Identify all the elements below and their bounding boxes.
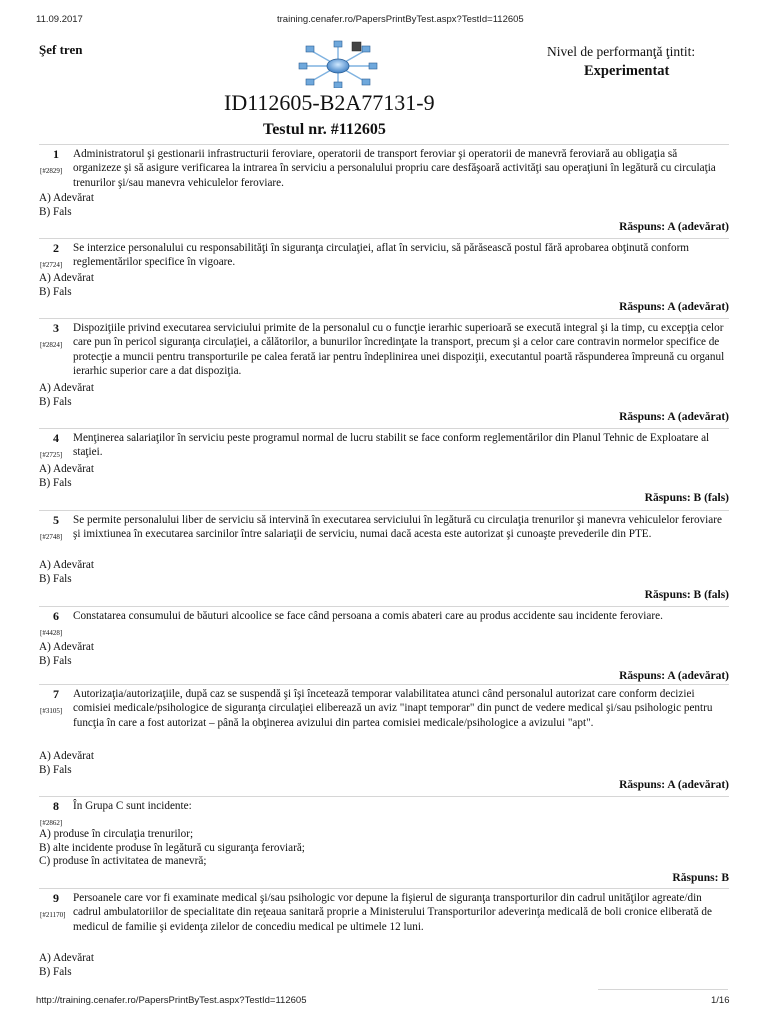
question-code: [#2748] [40, 533, 63, 541]
question-options [39, 951, 94, 978]
question-block [39, 606, 729, 686]
question-block [39, 238, 729, 320]
option-b: B) Fals [39, 654, 72, 667]
question-block [39, 318, 729, 428]
print-url: training.cenafer.ro/PapersPrintByTest.aspx?TestId=112605 [277, 14, 524, 25]
question-options [39, 827, 305, 868]
question-code: [#2829] [40, 167, 63, 175]
answer: Răspuns: A (adevărat) [619, 670, 729, 682]
question-separator [39, 606, 729, 607]
question-code: [#2725] [40, 451, 63, 459]
footer-divider [598, 989, 728, 990]
option-a: A) produse în circulaţia trenurilor; [39, 828, 194, 840]
print-date: 11.09.2017 [36, 14, 83, 25]
question-separator [39, 510, 729, 511]
question-options [39, 462, 94, 489]
question-number: 5 [53, 513, 59, 527]
option-c: C) produse în activitatea de manevră; [39, 855, 207, 867]
option-b: B) Fals [39, 205, 72, 218]
option-a: A) Adevărat [39, 750, 94, 762]
option-a: A) Adevărat [39, 559, 94, 571]
role-title: Şef tren [39, 42, 83, 57]
option-b: B) Fals [39, 572, 72, 585]
option-a: A) Adevărat [39, 952, 94, 964]
option-b: B) Fals [39, 763, 72, 776]
question-separator [39, 144, 729, 145]
question-options [39, 749, 94, 776]
question-options [39, 640, 94, 667]
option-a: A) Adevărat [39, 463, 94, 475]
question-block [39, 510, 729, 606]
answer: Răspuns: A (adevărat) [619, 779, 729, 791]
question-text: Autorizaţia/autorizaţiile, după caz se suspendă şi îşi încetează temporar valabilitatea atunci când personalul autorizat care conform deciziei comisiei medicale/psihologice de siguranţa circulaţiei eliberează un aviz "inapt temporar" din punct de vedere medical şi/sau psihologic pentru funcţia în care a fost autorizat – până la obţinerea avizului din partea comisiei medicale/psihologice a avizului "apt". [73, 688, 713, 729]
question-block [39, 888, 729, 984]
question-separator [39, 796, 729, 797]
question-code: [#2862] [40, 819, 63, 827]
question-options [39, 271, 94, 298]
answer: Răspuns: A (adevărat) [619, 411, 729, 423]
question-code: [#4428] [40, 629, 63, 637]
answer: Răspuns: A (adevărat) [619, 221, 729, 233]
question-code: [#3105] [40, 707, 63, 715]
question-number: 3 [53, 321, 59, 335]
question-text: Dispoziţiile privind executarea serviciului primite de la personalul cu o funcţie ierarhic superioară se execută integral şi la timp, cu excepţia celor care pun în pericol siguranţa circulaţiei, a călătorilor, a bunurilor încredinţate la transport, precum şi a celor care contravin normelor specifice de protecţie a muncii pentru transporturile pe calea ferată iar pentru îndeplinirea unei dispoziţii, executantul poartă răspunderea împreună cu organul ierarhic superior care a dat dispoziţia. [73, 322, 725, 377]
question-separator [39, 428, 729, 429]
option-b: B) Fals [39, 476, 72, 489]
question-separator [39, 684, 729, 685]
question-number: 1 [53, 147, 59, 161]
question-text: Persoanele care vor fi examinate medical şi/sau psihologic vor depune la fişierul de siguranţa transporturilor din cadrul unităţilor agreate/din cadrul ambulatoriilor de specialitate din reţeaua sanitară proprie a Ministerului Transporturilor adeverinţa medicală de boli cronice eliberată de medicul de familie şi evidenţa zilelor de concediu medical pe ultimele 12 luni. [73, 892, 712, 933]
question-block [39, 796, 729, 888]
option-b: B) Fals [39, 395, 72, 408]
question-separator [39, 888, 729, 889]
question-options [39, 191, 94, 218]
question-number: 2 [53, 241, 59, 255]
question-separator [39, 238, 729, 239]
option-a: A) Adevărat [39, 192, 94, 204]
option-b: B) alte incidente produse în legătură cu siguranţa feroviară; [39, 841, 305, 854]
test-number: Testul nr. #112605 [263, 121, 386, 138]
answer: Răspuns: B (fals) [644, 589, 729, 601]
page-number: 1/16 [711, 995, 730, 1006]
option-a: A) Adevărat [39, 272, 94, 284]
network-logo-icon [296, 40, 380, 88]
question-text: Menţinerea salariaţilor în serviciu peste programul normal de lucru stabilit se face conform reglementărilor din Planul Tehnic de Exploatare al staţiei. [73, 432, 710, 459]
question-code: [#21170] [40, 911, 66, 919]
question-block [39, 428, 729, 510]
footer-url: http://training.cenafer.ro/PapersPrintByTest.aspx?TestId=112605 [36, 995, 307, 1006]
question-text: Se permite personalului liber de serviciu să intervină în executarea serviciului în legătură cu circulaţia trenurilor şi manevra vehiculelor feroviare şi imixtiunea în executarea sarcinilor între salariaţii de serviciu, numai dacă acesta este autorizat şi cunoaşte prevederile din PTE. [73, 514, 722, 541]
option-a: A) Adevărat [39, 382, 94, 394]
question-number: 6 [53, 609, 59, 623]
option-b: B) Fals [39, 965, 72, 978]
question-separator [39, 318, 729, 319]
question-text: Administratorul şi gestionarii infrastructurii feroviare, operatorii de transport feroviar şi operatorii de manevră feroviară au obligaţia să organizeze şi să asigure verificarea la intrarea în serviciu a personalului propriu care desfăşoară activităţi sau operaţiuni în legătură cu circulaţia trenurilor şi/sau manevra vehiculelor feroviare. [73, 148, 716, 189]
question-block [39, 144, 729, 238]
answer: Răspuns: B (fals) [644, 492, 729, 504]
question-text: Constatarea consumului de băuturi alcoolice se face când persoana a comis abateri care au produs accidente sau incidente feroviare. [73, 610, 663, 622]
question-block [39, 684, 729, 796]
test-id: ID112605-B2A77131-9 [224, 90, 435, 115]
question-number: 7 [53, 687, 59, 701]
question-code: [#2824] [40, 341, 63, 349]
question-code: [#2724] [40, 261, 63, 269]
question-options [39, 558, 94, 585]
option-a: A) Adevărat [39, 641, 94, 653]
question-number: 9 [53, 891, 59, 905]
performance-level-label: Nivel de performanţă ţintit: [547, 44, 696, 59]
answer: Răspuns: B [672, 872, 729, 884]
performance-level-value: Experimentat [584, 63, 670, 79]
question-number: 4 [53, 431, 59, 445]
question-options [39, 381, 94, 408]
option-b: B) Fals [39, 285, 72, 298]
question-number: 8 [53, 799, 59, 813]
question-text: Se interzice personalului cu responsabilităţi în siguranţa circulaţiei, aflat în serviciu, să părăsească postul fără aprobarea obţinută conform reglementărilor specifice în vigoare. [73, 242, 690, 269]
answer: Răspuns: A (adevărat) [619, 301, 729, 313]
question-text: În Grupa C sunt incidente: [73, 800, 192, 812]
